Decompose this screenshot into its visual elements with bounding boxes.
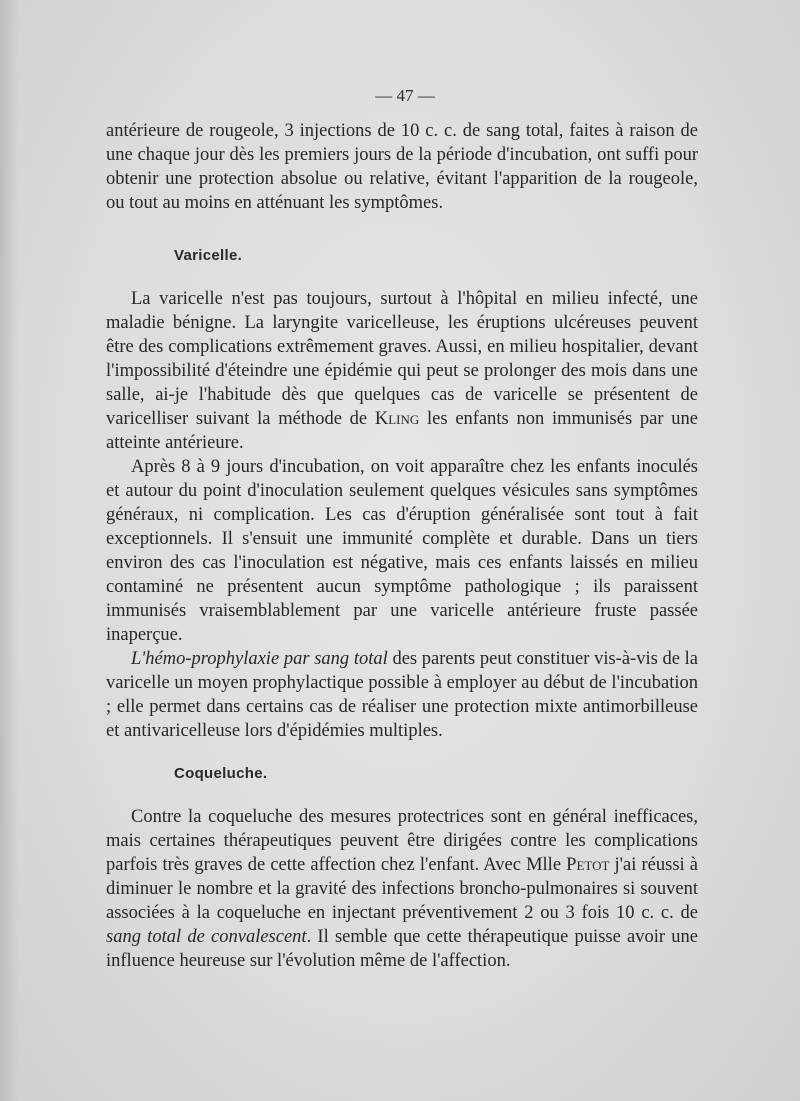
varicelle-paragraph-3 — [106, 647, 698, 743]
coqueluche-p1-text-start: Contre la coqueluche des mesures protectrices sont en général inefficaces, mais certaines thérapeutiques peuvent être dirigées contre les complications parfois très graves de cette affection chez l'enfant. Avec Mlle — [106, 807, 698, 875]
varicelle-p3-italic: L'hémo-prophylaxie par sang total — [131, 649, 388, 669]
varicelle-p3-text: des parents peut constituer vis-à-vis de la varicelle un moyen prophylactique possible à employer au début de l'incubation ; elle permet dans certains cas de réaliser une protection mixte antimorbilleuse et antivaricelleuse lors d'épidémies multiples. — [106, 649, 698, 741]
varicelle-p1-text-end: les enfants non immunisés par une atteinte antérieure. — [106, 409, 698, 453]
coqueluche-p1-italic: sang total de convalescent — [106, 927, 307, 947]
page-number: — 47 — — [375, 86, 435, 105]
author-name-petot: Petot — [566, 855, 610, 875]
coqueluche-p1-text-end: . Il semble que cette thérapeutique puisse avoir une influence heureuse sur l'évolution même de l'affection. — [106, 927, 698, 971]
varicelle-paragraph-2: Après 8 à 9 jours d'incubation, on voit apparaître chez les enfants inoculés et autour du point d'inoculation seulement quelques vésicules sans symptômes généraux, ni complication. Les cas d'éruption généralisée sont tout à fait exceptionnels. Il s'ensuit une immunité complète et durable. Dans un tiers environ des cas l'inoculation est négative, mais ces enfants laissés en milieu contaminé ne présentent aucun symptôme pathologique ; ils paraissent immunisés vraisemblablement par une varicelle antérieure fruste passée inaperçue. — [106, 457, 698, 645]
page-edge-shadow — [0, 0, 18, 1101]
coqueluche-paragraph-1 — [106, 805, 698, 973]
varicelle-section — [106, 287, 698, 743]
coqueluche-heading: Coqueluche. — [174, 765, 268, 782]
intro-section — [106, 119, 698, 215]
intro-paragraph: antérieure de rougeole, 3 injections de 10 c. c. de sang total, faites à raison de une chaque jour dès les premiers jours de la période d'incubation, ont suffi pour obtenir une protection absolue ou relative, évitant l'apparition de la rougeole, ou tout au moins en atténuant les symptômes. — [106, 121, 698, 213]
author-name-kling: Kling — [374, 409, 420, 429]
varicelle-paragraph-1 — [106, 287, 698, 455]
varicelle-p1-text-start: La varicelle n'est pas toujours, surtout à l'hôpital en milieu infecté, une maladie bénigne. La laryngite varicelleuse, les éruptions ulcéreuses peuvent être des complications extrêmement graves. Aussi, en milieu hospitalier, devant l'impossibilité d'éteindre une épidémie qui peut se prolonger des mois dans une salle, ai-je l'habitude dès que quelques cas de varicelle se présentent de varicelliser suivant la méthode de — [106, 289, 698, 429]
coqueluche-section — [106, 805, 698, 973]
coqueluche-p1-text-middle: j'ai réussi à diminuer le nombre et la gravité des infections broncho-pulmonaires si souvent associées à la coqueluche en injectant préventivement 2 ou 3 fois 10 c. c. de — [106, 855, 698, 923]
varicelle-heading: Varicelle. — [174, 247, 243, 264]
